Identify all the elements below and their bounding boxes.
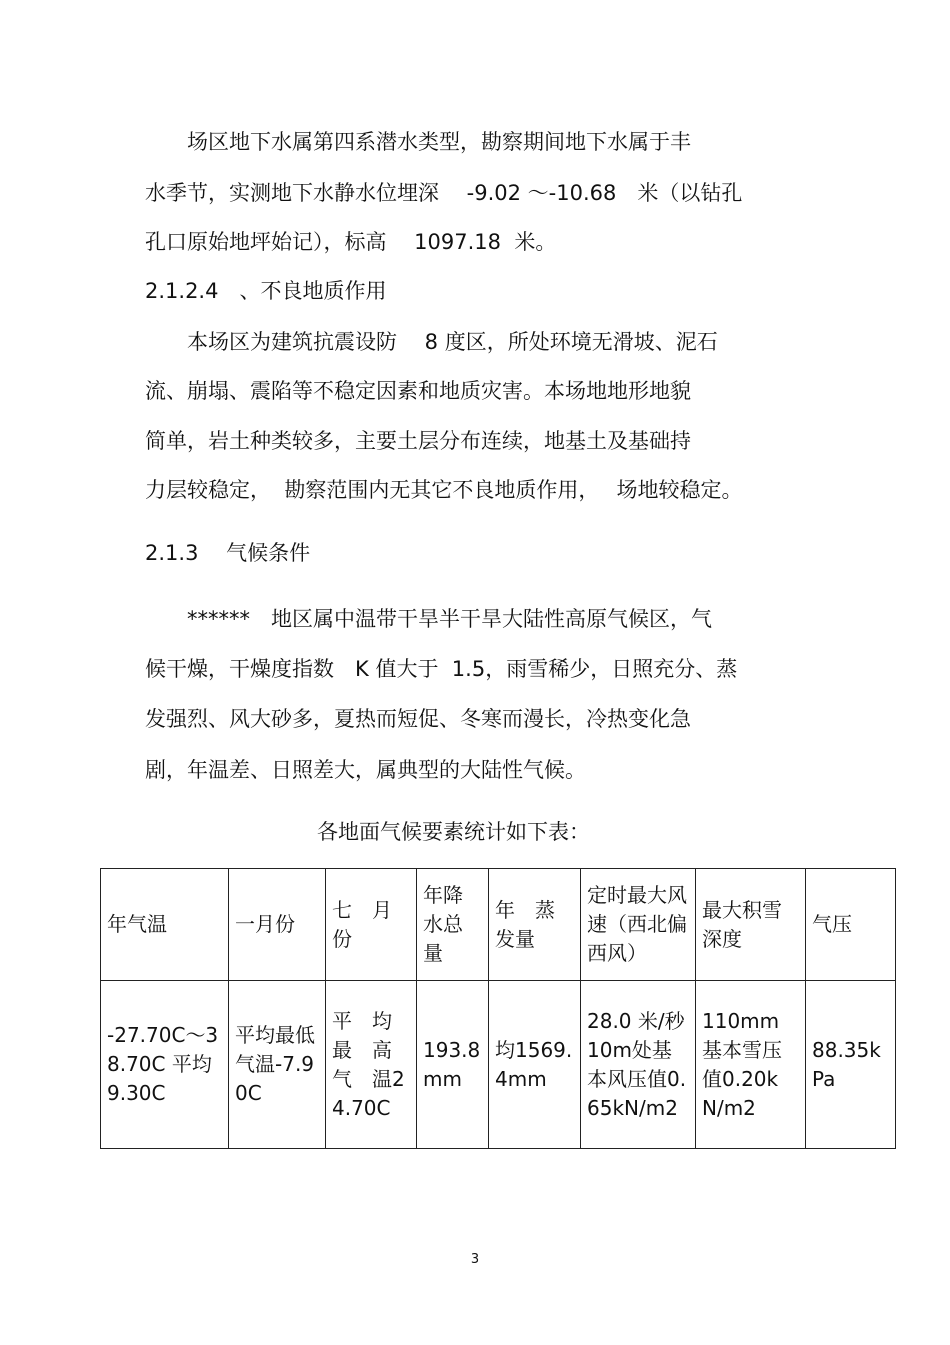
geology-line-3: 简单，岩土种类较多，主要土层分布连续，地基土及基础持 (145, 429, 691, 453)
climate-line-2: 候干燥，干燥度指数 K 值大于 1.5，雨雪稀少，日照充分、蒸 (145, 657, 738, 681)
header-max-snow-depth: 最大积雪深度 (696, 869, 806, 981)
geology-line-4: 力层较稳定， 勘察范围内无其它不良地质作用， 场地较稳定。 (145, 478, 743, 502)
cell-july: 平 均最 高气 温24.70C (326, 981, 417, 1149)
cell-annual-precipitation: 193.8mm (417, 981, 489, 1149)
climate-line-4: 剧，年温差、日照差大，属典型的大陆性气候。 (145, 758, 586, 782)
section-heading-2124: 2.1.2.4 、不良地质作用 (145, 279, 387, 303)
cell-max-snow-depth: 110mm基本雪压值0.20kN/m2 (696, 981, 806, 1149)
groundwater-line-3: 孔口原始地坪始记），标高 1097.18 米。 (145, 230, 557, 254)
climate-line-3: 发强烈、风大砂多，夏热而短促、冬寒而漫长，冷热变化急 (145, 707, 691, 731)
page-number: 3 (470, 1252, 480, 1267)
header-annual-evaporation: 年 蒸发量 (489, 869, 581, 981)
climate-table (100, 868, 896, 1149)
header-annual-temp: 年气温 (101, 869, 229, 981)
section-heading-213: 2.1.3 气候条件 (145, 541, 311, 565)
table-caption: 各地面气候要素统计如下表： (317, 820, 590, 844)
cell-january: 平均最低气温-7.90C (229, 981, 326, 1149)
header-july: 七 月份 (326, 869, 417, 981)
header-annual-precipitation: 年降水总量 (417, 869, 489, 981)
table-row (101, 981, 896, 1149)
cell-max-wind-speed: 28.0 米/秒 10m处基本风压值0.65kN/m2 (581, 981, 696, 1149)
geology-line-1: 本场区为建筑抗震设防 8 度区，所处环境无滑坡、泥石 (187, 330, 718, 354)
groundwater-line-2: 水季节，实测地下水静水位埋深 -9.02 ～-10.68 米（以钻孔 (145, 181, 743, 205)
groundwater-line-1: 场区地下水属第四系潜水类型，勘察期间地下水属于丰 (187, 130, 691, 154)
cell-air-pressure: 88.35kPa (806, 981, 896, 1149)
header-air-pressure: 气压 (806, 869, 896, 981)
cell-annual-temp: -27.70C～38.70C 平均9.30C (101, 981, 229, 1149)
header-january: 一月份 (229, 869, 326, 981)
geology-line-2: 流、崩塌、震陷等不稳定因素和地质灾害。本场地地形地貌 (145, 379, 691, 403)
climate-line-1: ****** 地区属中温带干旱半干旱大陆性高原气候区，气 (187, 607, 712, 631)
header-max-wind-speed: 定时最大风速（西北偏西风） (581, 869, 696, 981)
cell-annual-evaporation: 均1569.4mm (489, 981, 581, 1149)
table-header-row (101, 869, 896, 981)
